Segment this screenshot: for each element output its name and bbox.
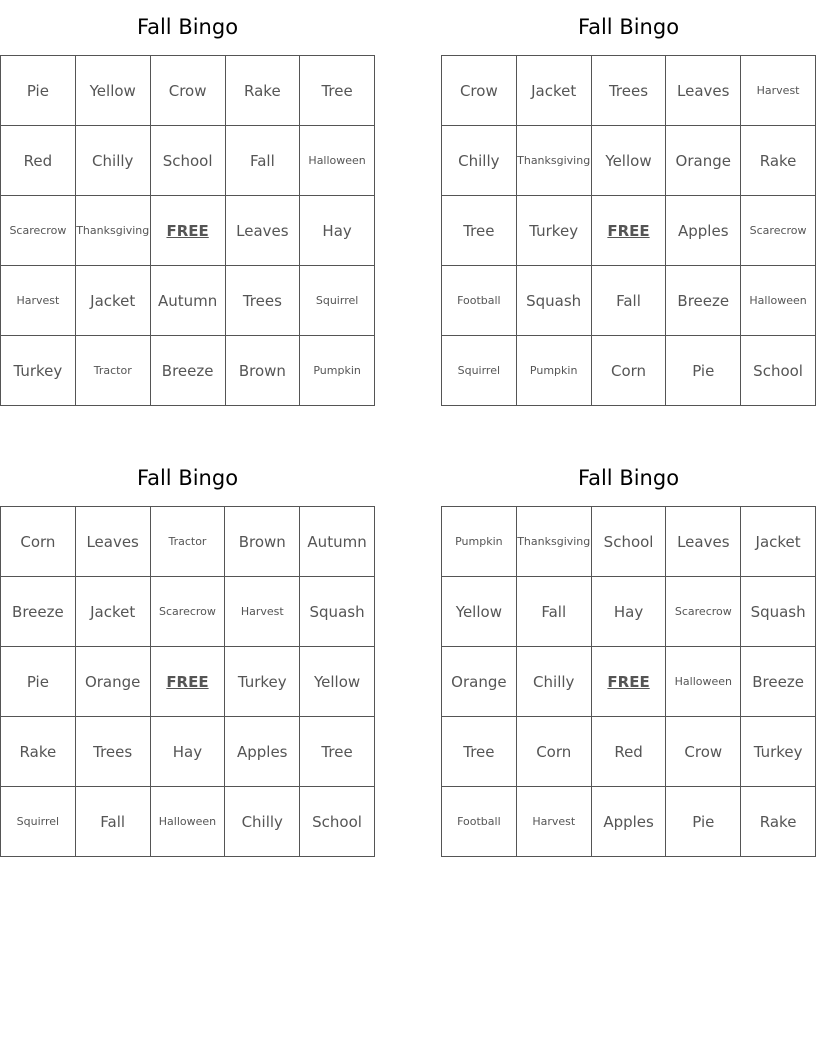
bingo-cell: Autumn xyxy=(300,507,375,577)
bingo-cell: Thanksgiving xyxy=(516,507,591,577)
bingo-cell: Pie xyxy=(1,56,76,126)
bingo-cell: Scarecrow xyxy=(741,196,816,266)
card-title: Fall Bingo xyxy=(577,466,680,490)
free-space-cell: FREE xyxy=(150,196,225,266)
bingo-cell: Rake xyxy=(741,787,816,857)
bingo-cell: Squirrel xyxy=(300,266,375,336)
bingo-cell: Squirrel xyxy=(442,336,517,406)
bingo-row xyxy=(442,336,816,406)
bingo-row xyxy=(1,126,375,196)
bingo-cell: Breeze xyxy=(1,577,76,647)
bingo-cell: Corn xyxy=(1,507,76,577)
bingo-cell: Jacket xyxy=(741,507,816,577)
bingo-cell: Rake xyxy=(741,126,816,196)
bingo-cell: Halloween xyxy=(150,787,225,857)
bingo-cell: Turkey xyxy=(1,336,76,406)
bingo-cell: Leaves xyxy=(666,56,741,126)
bingo-row xyxy=(442,647,816,717)
card-title: Fall Bingo xyxy=(136,15,239,39)
bingo-row xyxy=(442,717,816,787)
bingo-cell: Yellow xyxy=(442,577,517,647)
bingo-cell: Crow xyxy=(666,717,741,787)
bingo-cell: Hay xyxy=(150,717,225,787)
bingo-cell: Rake xyxy=(225,56,300,126)
bingo-cell: Apples xyxy=(591,787,666,857)
bingo-cell: Brown xyxy=(225,336,300,406)
bingo-cell: Fall xyxy=(591,266,666,336)
free-space-cell: FREE xyxy=(591,196,666,266)
bingo-cell: Squirrel xyxy=(1,787,76,857)
bingo-cell: Leaves xyxy=(75,507,150,577)
bingo-cell: Halloween xyxy=(666,647,741,717)
bingo-grid xyxy=(441,55,816,406)
bingo-cell: Tree xyxy=(300,56,375,126)
bingo-cell: School xyxy=(591,507,666,577)
bingo-row xyxy=(442,126,816,196)
bingo-cell: Pie xyxy=(666,336,741,406)
bingo-cell: Crow xyxy=(442,56,517,126)
bingo-cell: Trees xyxy=(75,717,150,787)
bingo-cell: Pumpkin xyxy=(516,336,591,406)
bingo-cell: Jacket xyxy=(516,56,591,126)
bingo-cell: Orange xyxy=(75,647,150,717)
bingo-cell: Tractor xyxy=(150,507,225,577)
bingo-cell: Fall xyxy=(75,787,150,857)
bingo-cell: Breeze xyxy=(666,266,741,336)
bingo-cell: Turkey xyxy=(741,717,816,787)
bingo-cell: Chilly xyxy=(516,647,591,717)
bingo-cell: Yellow xyxy=(591,126,666,196)
bingo-row xyxy=(442,56,816,126)
bingo-cell: Turkey xyxy=(225,647,300,717)
bingo-row xyxy=(1,56,375,126)
bingo-cell: Red xyxy=(591,717,666,787)
bingo-cell: Harvest xyxy=(516,787,591,857)
bingo-cell: Autumn xyxy=(150,266,225,336)
bingo-row xyxy=(1,717,375,787)
bingo-cell: Squash xyxy=(516,266,591,336)
bingo-cell: Football xyxy=(442,266,517,336)
bingo-cell: Chilly xyxy=(225,787,300,857)
bingo-grid xyxy=(441,506,816,857)
card-title: Fall Bingo xyxy=(577,15,680,39)
bingo-cell: Jacket xyxy=(75,266,150,336)
bingo-cell: Scarecrow xyxy=(150,577,225,647)
free-space-cell: FREE xyxy=(150,647,225,717)
bingo-cell: Tree xyxy=(442,196,517,266)
bingo-cell: Apples xyxy=(225,717,300,787)
bingo-cell: Chilly xyxy=(442,126,517,196)
bingo-cell: Thanksgiving xyxy=(516,126,591,196)
bingo-cell: Turkey xyxy=(516,196,591,266)
bingo-row xyxy=(442,196,816,266)
bingo-cell: Hay xyxy=(300,196,375,266)
bingo-cell: School xyxy=(150,126,225,196)
bingo-cell: School xyxy=(300,787,375,857)
bingo-cell: Jacket xyxy=(75,577,150,647)
bingo-row xyxy=(442,787,816,857)
bingo-row xyxy=(442,507,816,577)
bingo-cell: Pumpkin xyxy=(300,336,375,406)
bingo-row xyxy=(1,336,375,406)
bingo-cell: Scarecrow xyxy=(666,577,741,647)
bingo-cell: Yellow xyxy=(75,56,150,126)
bingo-grid xyxy=(0,506,375,857)
bingo-row xyxy=(442,577,816,647)
bingo-cell: Halloween xyxy=(741,266,816,336)
bingo-cell: Fall xyxy=(225,126,300,196)
bingo-cell: Tractor xyxy=(75,336,150,406)
bingo-cell: Scarecrow xyxy=(1,196,76,266)
bingo-cell: Orange xyxy=(442,647,517,717)
bingo-cell: Red xyxy=(1,126,76,196)
bingo-cell: Pie xyxy=(666,787,741,857)
bingo-row xyxy=(1,577,375,647)
bingo-cell: Football xyxy=(442,787,517,857)
bingo-cell: Chilly xyxy=(75,126,150,196)
bingo-cell: Orange xyxy=(666,126,741,196)
bingo-cell: Tree xyxy=(442,717,517,787)
bingo-cell: Hay xyxy=(591,577,666,647)
bingo-cell: Harvest xyxy=(741,56,816,126)
bingo-row xyxy=(1,507,375,577)
bingo-cell: Harvest xyxy=(225,577,300,647)
bingo-cell: Breeze xyxy=(741,647,816,717)
bingo-row xyxy=(1,196,375,266)
bingo-cell: Squash xyxy=(300,577,375,647)
bingo-cell: Pumpkin xyxy=(442,507,517,577)
bingo-cell: Thanksgiving xyxy=(75,196,150,266)
bingo-grid xyxy=(0,55,375,406)
bingo-cell: Squash xyxy=(741,577,816,647)
bingo-cell: Trees xyxy=(591,56,666,126)
bingo-row xyxy=(442,266,816,336)
bingo-cell: Tree xyxy=(300,717,375,787)
bingo-row xyxy=(1,647,375,717)
bingo-row xyxy=(1,787,375,857)
bingo-cell: Apples xyxy=(666,196,741,266)
bingo-cell: Breeze xyxy=(150,336,225,406)
bingo-cell: Pie xyxy=(1,647,76,717)
bingo-cell: Leaves xyxy=(225,196,300,266)
card-title: Fall Bingo xyxy=(136,466,239,490)
bingo-cell: Trees xyxy=(225,266,300,336)
bingo-cell: Brown xyxy=(225,507,300,577)
bingo-cell: Harvest xyxy=(1,266,76,336)
bingo-cell: Corn xyxy=(516,717,591,787)
bingo-cell: Halloween xyxy=(300,126,375,196)
bingo-cell: Crow xyxy=(150,56,225,126)
bingo-cell: Rake xyxy=(1,717,76,787)
bingo-cell: Fall xyxy=(516,577,591,647)
bingo-cell: Yellow xyxy=(300,647,375,717)
bingo-row xyxy=(1,266,375,336)
bingo-cell: Corn xyxy=(591,336,666,406)
bingo-cell: School xyxy=(741,336,816,406)
bingo-cell: Leaves xyxy=(666,507,741,577)
free-space-cell: FREE xyxy=(591,647,666,717)
